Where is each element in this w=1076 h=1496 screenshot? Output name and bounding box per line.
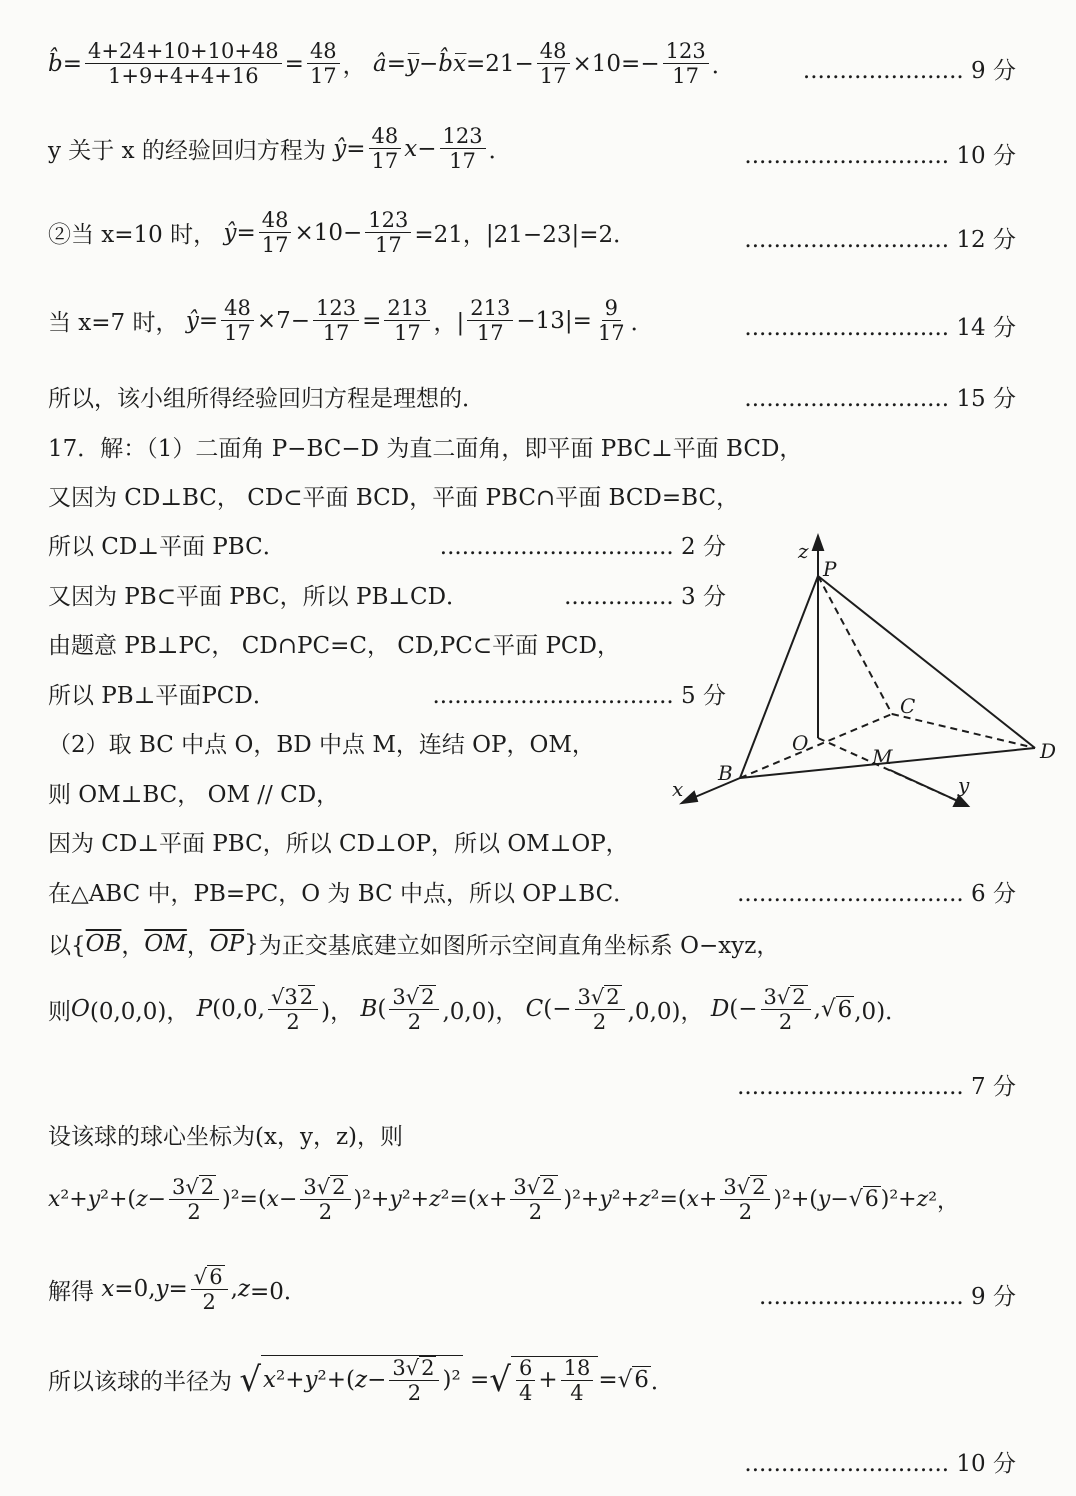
line-17-center: 设该球的球心坐标为(x，y，z)，则 — [48, 1124, 404, 1150]
line-conclusion: 所以，该小组所得经验回归方程是理想的． — [48, 386, 485, 412]
label-C: C — [900, 694, 916, 718]
line-17-9: 因为 CD⊥平面 PBC，所以 CD⊥OP，所以 OM⊥OP， — [48, 831, 629, 857]
score-2: ................................ 2 分 — [439, 534, 726, 560]
label-O: O — [792, 731, 809, 755]
score-10b: ............................ 10 分 — [744, 1451, 1016, 1477]
line-17-5: 由题意 PB⊥PC， CD∩PC=C， CD,PC⊂平面 PCD， — [48, 633, 620, 659]
score-10a: ............................ 10 分 — [744, 143, 1016, 169]
edge-PC — [818, 576, 892, 714]
line-17-equation: x ²+ y ²+( z − 3√2 2 )²=( x − 3√2 2 )²+ y ²+ z ²=( x + 3√2 2 )²+ y ²+ z ²=( x + 3√2 2 )²+( y −√ 6 )²+ z ²， — [48, 1175, 960, 1225]
edge-BC — [740, 714, 892, 778]
z-arrow — [813, 536, 823, 550]
label-B: B — [718, 761, 733, 785]
tetrahedron-figure — [660, 528, 1070, 818]
score-9b: ............................ 9 分 — [759, 1284, 1016, 1310]
score-6: ............................... 6 分 — [737, 881, 1016, 907]
line-bhat: b̂ = 4+24+10+10+48 1+9+4+4+16 = 48 17 ， â = y̅ − b̂x̅ =21− 48 17 ×10=− 123 17 ． — [48, 39, 735, 89]
line-17-radius: 所以该球的半径为 √ x ²+ y ²+( z − 3√2 2 )² = √ 6 4 + 18 4 =√ 6 ． — [48, 1355, 674, 1406]
score-9a: ...................... 9 分 — [802, 58, 1016, 84]
score-7: ............................... 7 分 — [737, 1074, 1016, 1100]
edge-PD — [818, 576, 1035, 748]
line-17-6: 所以 PB⊥平面PCD． — [48, 683, 276, 709]
label-y: y — [958, 773, 970, 797]
y-arrow — [954, 796, 968, 806]
line-regression: y 关于 x 的经验回归方程为 ŷ = 48 17 x − 123 17 ． — [48, 124, 512, 174]
line-17-1: 17．解：（1）二面角 P−BC−D 为直二面角，即平面 PBC⊥平面 BCD， — [48, 436, 803, 462]
score-12: ............................ 12 分 — [744, 227, 1016, 253]
label-M: M — [872, 745, 893, 769]
line-17-4: 又因为 PB⊂平面 PBC，所以 PB⊥CD． — [48, 584, 470, 610]
line-17-10: 在△ABC 中，PB=PC，O 为 BC 中点，所以 OP⊥BC． — [48, 881, 637, 907]
label-P: P — [823, 557, 837, 581]
line-17-8: 则 OM⊥BC， OM // CD， — [48, 782, 340, 808]
line-check1: ②当 x=10 时， ŷ = 48 17 ×10− 123 17 =21，|21−23|=2． — [48, 208, 637, 258]
line-check2: 当 x=7 时， ŷ = 48 17 ×7− 123 17 = 213 17 ，| 213 17 −13|= 9 17 ． — [48, 296, 654, 346]
line-17-11: 以{ $\overline{OB}$ ， $\overline{OM}$ ， $\overline{OP}$ } 为正交基底建立如图所示空间直角坐标系 O−xyz， — [48, 930, 780, 959]
line-17-3: 所以 CD⊥平面 PBC． — [48, 534, 286, 560]
line-17-7: （2）取 BC 中点 O，BD 中点 M，连结 OP，OM， — [48, 732, 595, 758]
label-x: x — [672, 777, 684, 801]
line-17-2: 又因为 CD⊥BC， CD⊂平面 BCD，平面 PBC∩平面 BCD=BC， — [48, 485, 740, 511]
line-17-solve: 解得 x =0, y = √6 2 , z =0． — [48, 1265, 307, 1315]
score-5: ................................. 5 分 — [432, 683, 726, 709]
x-arrow — [682, 792, 697, 803]
label-z: z — [798, 539, 809, 563]
score-14: ............................ 14 分 — [744, 315, 1016, 341]
line-17-coords: 则 O (0,0,0)， P (0,0, √ 32 2 )， B ( 3√2 2 ,0,0)， C (− 3√2 2 ,0,0)， D (− 3√2 2 ,√ 6 ,0)． — [48, 985, 908, 1033]
label-D: D — [1040, 739, 1057, 763]
score-3: ............... 3 分 — [564, 584, 726, 610]
score-15: ............................ 15 分 — [744, 386, 1016, 412]
